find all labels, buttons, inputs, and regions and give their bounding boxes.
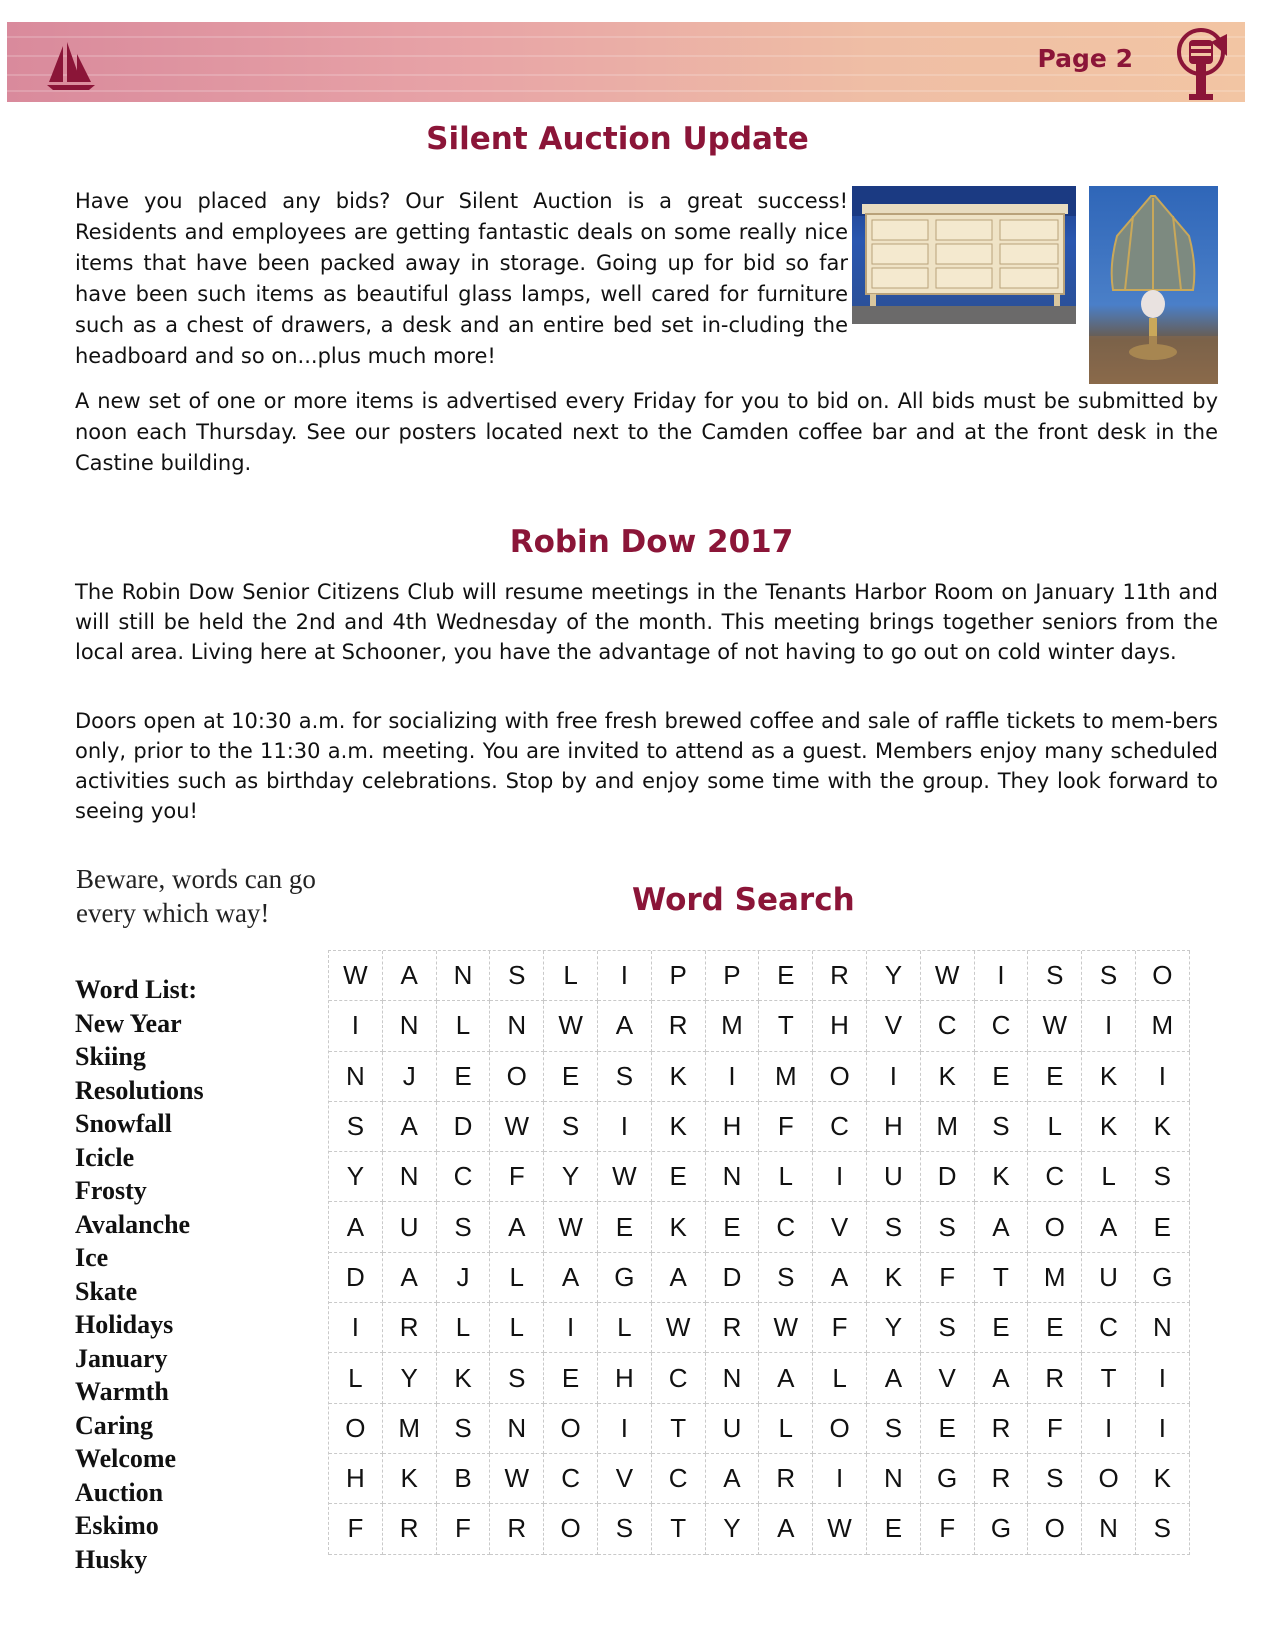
grid-letter[interactable]: L [813, 1353, 867, 1403]
grid-letter[interactable]: E [1028, 1303, 1082, 1353]
lighthouse-icon [1171, 26, 1231, 102]
grid-letter[interactable]: K [1136, 1102, 1190, 1152]
grid-letter[interactable]: E [706, 1202, 760, 1252]
grid-letter[interactable]: T [975, 1253, 1029, 1303]
grid-letter[interactable]: R [813, 951, 867, 1001]
grid-letter[interactable]: U [706, 1404, 760, 1454]
grid-letter[interactable]: N [383, 1152, 437, 1202]
grid-letter[interactable]: A [759, 1504, 813, 1554]
grid-letter[interactable]: I [598, 1404, 652, 1454]
grid-letter[interactable]: O [1136, 951, 1190, 1001]
grid-letter[interactable]: L [544, 951, 598, 1001]
grid-letter[interactable]: N [867, 1454, 921, 1504]
grid-letter[interactable]: A [652, 1253, 706, 1303]
word-search-grid [328, 950, 1190, 1555]
grid-letter[interactable]: W [921, 951, 975, 1001]
grid-letter[interactable]: W [544, 1001, 598, 1051]
grid-letter[interactable]: H [598, 1353, 652, 1403]
grid-letter[interactable]: J [383, 1052, 437, 1102]
word-list-item: Snowfall [75, 1109, 172, 1138]
word-list-item: Resolutions [75, 1075, 204, 1105]
grid-letter[interactable]: N [706, 1353, 760, 1403]
grid-letter[interactable]: E [975, 1303, 1029, 1353]
grid-letter[interactable]: N [706, 1152, 760, 1202]
grid-letter[interactable]: M [1136, 1001, 1190, 1051]
grid-letter[interactable]: O [813, 1404, 867, 1454]
page-number: Page 2 [1037, 44, 1133, 73]
grid-letter[interactable]: S [490, 951, 544, 1001]
grid-letter[interactable]: E [544, 1353, 598, 1403]
grid-letter[interactable]: S [598, 1504, 652, 1554]
grid-letter[interactable]: V [598, 1454, 652, 1504]
grid-letter[interactable]: W [652, 1303, 706, 1353]
grid-letter[interactable]: N [437, 951, 491, 1001]
grid-letter[interactable]: L [759, 1152, 813, 1202]
grid-letter[interactable]: W [329, 951, 383, 1001]
word-list-item: Holidays [75, 1310, 174, 1339]
grid-letter[interactable]: L [490, 1303, 544, 1353]
grid-letter[interactable]: Y [544, 1152, 598, 1202]
robin-dow-paragraph-1: The Robin Dow Senior Citizens Club will resume meetings in the Tenants Harbor Room on January 11th and will still be held the 2nd and 4th Wednesday of the month. This meeting brings together seniors from the local area. Living here at Schooner, you have the advantage of not having to go out on cold winter days. [75, 580, 1218, 664]
grid-letter[interactable]: K [867, 1253, 921, 1303]
grid-letter[interactable]: L [1028, 1102, 1082, 1152]
grid-letter[interactable]: S [1028, 951, 1082, 1001]
grid-letter[interactable]: C [1028, 1152, 1082, 1202]
grid-letter[interactable]: F [921, 1253, 975, 1303]
grid-letter[interactable]: I [544, 1303, 598, 1353]
grid-letter[interactable]: A [329, 1202, 383, 1252]
grid-letter[interactable]: H [329, 1454, 383, 1504]
grid-letter[interactable]: S [975, 1102, 1029, 1152]
grid-letter[interactable]: N [490, 1001, 544, 1051]
grid-letter[interactable]: U [1082, 1253, 1136, 1303]
grid-letter[interactable]: I [598, 951, 652, 1001]
grid-letter[interactable]: S [759, 1253, 813, 1303]
grid-letter[interactable]: V [813, 1202, 867, 1252]
grid-letter[interactable]: V [867, 1001, 921, 1051]
grid-letter[interactable]: R [975, 1404, 1029, 1454]
grid-letter[interactable]: E [544, 1052, 598, 1102]
grid-letter[interactable]: E [652, 1152, 706, 1202]
grid-letter[interactable]: R [1028, 1353, 1082, 1403]
silent-auction-paragraph-1: Have you placed any bids? Our Silent Auction is a great success! Residents and employees are getting fantastic deals on some really nice items that have been packed away in storage. Going up for bid so far have been such items as beautiful glass lamps, well cared for furniture such as a chest of drawers, a desk and an entire bed set in-cluding the headboard and so on...plus much more! [75, 189, 848, 368]
grid-letter[interactable]: W [490, 1102, 544, 1152]
grid-letter[interactable]: S [1028, 1454, 1082, 1504]
sailboat-icon [45, 40, 99, 92]
grid-letter[interactable]: L [437, 1001, 491, 1051]
grid-letter[interactable]: A [975, 1353, 1029, 1403]
grid-letter[interactable]: S [867, 1404, 921, 1454]
grid-letter[interactable]: D [329, 1253, 383, 1303]
robin-dow-paragraph-2: Doors open at 10:30 a.m. for socializing with free fresh brewed coffee and sale of raffle tickets to mem-bers only, prior to the 11:30 a.m. meeting. You are invited to attend as a guest. Members enjoy many scheduled activities such as birthday celebrations. Stop by and enjoy some time with the group. They look forward to seeing you! [75, 709, 1218, 823]
word-list-item: Skiing [75, 1042, 146, 1071]
grid-letter[interactable]: O [1028, 1504, 1082, 1554]
word-list-title: Word List: [75, 975, 198, 1004]
grid-letter[interactable]: O [813, 1052, 867, 1102]
grid-letter[interactable]: E [867, 1504, 921, 1554]
grid-letter[interactable]: W [598, 1152, 652, 1202]
grid-letter[interactable]: D [706, 1253, 760, 1303]
grid-letter[interactable]: I [813, 1454, 867, 1504]
grid-letter[interactable]: E [921, 1404, 975, 1454]
grid-letter[interactable]: T [759, 1001, 813, 1051]
grid-letter[interactable]: S [544, 1102, 598, 1152]
glass-lamp-photo [1089, 186, 1218, 384]
word-list-item: Caring [75, 1410, 153, 1440]
word-list [75, 973, 315, 1576]
silent-auction-title: Silent Auction Update [426, 121, 809, 157]
grid-letter[interactable]: I [1082, 1404, 1136, 1454]
word-list-item: Avalanche [75, 1209, 191, 1239]
grid-letter[interactable]: M [759, 1052, 813, 1102]
grid-letter[interactable]: A [383, 1102, 437, 1152]
grid-letter[interactable]: L [759, 1404, 813, 1454]
grid-letter[interactable]: N [329, 1052, 383, 1102]
grid-letter[interactable]: F [759, 1102, 813, 1152]
grid-letter[interactable]: G [921, 1454, 975, 1504]
grid-letter[interactable]: A [975, 1202, 1029, 1252]
grid-letter[interactable]: A [490, 1202, 544, 1252]
grid-letter[interactable]: A [706, 1454, 760, 1504]
word-list-item: Icicle [75, 1142, 135, 1172]
grid-letter[interactable]: H [706, 1102, 760, 1152]
grid-letter[interactable]: C [975, 1001, 1029, 1051]
grid-letter[interactable]: S [329, 1102, 383, 1152]
grid-letter[interactable]: Y [706, 1504, 760, 1554]
grid-letter[interactable]: G [1136, 1253, 1190, 1303]
grid-letter[interactable]: S [437, 1404, 491, 1454]
word-list-item: Husky [75, 1544, 148, 1574]
grid-letter[interactable]: P [706, 951, 760, 1001]
grid-letter[interactable]: O [544, 1404, 598, 1454]
grid-letter[interactable]: P [652, 951, 706, 1001]
grid-letter[interactable]: K [1082, 1102, 1136, 1152]
grid-letter[interactable]: A [598, 1001, 652, 1051]
grid-letter[interactable]: F [813, 1303, 867, 1353]
grid-letter[interactable]: S [490, 1353, 544, 1403]
grid-letter[interactable]: R [706, 1303, 760, 1353]
header-banner [7, 22, 1245, 102]
word-list-item: New Year [75, 1008, 182, 1038]
grid-letter[interactable]: G [975, 1504, 1029, 1554]
grid-letter[interactable]: S [1082, 951, 1136, 1001]
grid-letter[interactable]: L [490, 1253, 544, 1303]
grid-letter[interactable]: I [1082, 1001, 1136, 1051]
grid-letter[interactable]: T [1082, 1353, 1136, 1403]
grid-letter[interactable]: C [921, 1001, 975, 1051]
grid-letter[interactable]: S [921, 1303, 975, 1353]
grid-letter[interactable]: C [652, 1454, 706, 1504]
grid-letter[interactable]: S [598, 1052, 652, 1102]
grid-letter[interactable]: I [329, 1303, 383, 1353]
grid-letter[interactable]: K [1136, 1454, 1190, 1504]
grid-letter[interactable]: M [1028, 1253, 1082, 1303]
grid-letter[interactable]: Y [383, 1353, 437, 1403]
dresser-photo [852, 186, 1076, 324]
grid-letter[interactable]: C [652, 1353, 706, 1403]
grid-letter[interactable]: O [544, 1504, 598, 1554]
grid-letter[interactable]: L [329, 1353, 383, 1403]
grid-letter[interactable]: J [437, 1253, 491, 1303]
grid-letter[interactable]: T [652, 1504, 706, 1554]
grid-letter[interactable]: A [1082, 1202, 1136, 1252]
word-list-item: Frosty [75, 1176, 147, 1205]
grid-letter[interactable]: R [652, 1001, 706, 1051]
robin-dow-title: Robin Dow 2017 [509, 524, 794, 560]
grid-letter[interactable]: D [921, 1152, 975, 1202]
grid-letter[interactable]: E [1136, 1202, 1190, 1252]
word-list-item: Eskimo [75, 1511, 159, 1540]
grid-letter[interactable]: E [759, 951, 813, 1001]
grid-letter[interactable]: S [867, 1202, 921, 1252]
grid-letter[interactable]: I [1136, 1404, 1190, 1454]
grid-letter[interactable]: B [437, 1454, 491, 1504]
grid-letter[interactable]: N [1136, 1303, 1190, 1353]
grid-letter[interactable]: N [490, 1404, 544, 1454]
silent-auction-paragraph-2: A new set of one or more items is advertised every Friday for you to bid on. All bids must be submitted by noon each Thursday. See our posters located next to the Camden coffee bar and at the front desk in the Castine building. [75, 389, 1218, 475]
grid-letter[interactable]: L [1082, 1152, 1136, 1202]
grid-letter[interactable]: W [759, 1303, 813, 1353]
grid-letter[interactable]: N [1082, 1504, 1136, 1554]
grid-letter[interactable]: I [867, 1052, 921, 1102]
grid-letter[interactable]: A [383, 951, 437, 1001]
grid-letter[interactable]: K [975, 1152, 1029, 1202]
grid-letter[interactable]: E [437, 1052, 491, 1102]
grid-letter[interactable]: A [813, 1253, 867, 1303]
grid-letter[interactable]: I [975, 951, 1029, 1001]
grid-letter[interactable]: A [383, 1253, 437, 1303]
grid-letter[interactable]: K [652, 1102, 706, 1152]
grid-letter[interactable]: A [867, 1353, 921, 1403]
grid-letter[interactable]: S [1136, 1504, 1190, 1554]
grid-letter[interactable]: G [598, 1253, 652, 1303]
grid-letter[interactable]: C [813, 1102, 867, 1152]
grid-letter[interactable]: E [975, 1052, 1029, 1102]
grid-letter[interactable]: C [437, 1152, 491, 1202]
grid-letter[interactable]: A [544, 1253, 598, 1303]
grid-letter[interactable]: R [490, 1504, 544, 1554]
grid-letter[interactable]: Y [329, 1152, 383, 1202]
word-list-item: January [75, 1343, 168, 1373]
grid-letter[interactable]: I [813, 1152, 867, 1202]
grid-letter[interactable]: D [437, 1102, 491, 1152]
grid-letter[interactable]: I [1136, 1052, 1190, 1102]
grid-letter[interactable]: F [437, 1504, 491, 1554]
grid-letter[interactable]: S [1136, 1152, 1190, 1202]
word-list-item: Welcome [75, 1444, 177, 1473]
grid-letter[interactable]: W [1028, 1001, 1082, 1051]
grid-letter[interactable]: S [921, 1202, 975, 1252]
grid-letter[interactable]: E [598, 1202, 652, 1252]
grid-letter[interactable]: R [383, 1504, 437, 1554]
grid-letter[interactable]: C [1082, 1303, 1136, 1353]
grid-letter[interactable]: E [1028, 1052, 1082, 1102]
grid-letter[interactable]: F [921, 1504, 975, 1554]
grid-letter[interactable]: V [921, 1353, 975, 1403]
grid-letter[interactable]: O [1028, 1202, 1082, 1252]
word-search-title: Word Search [632, 882, 855, 918]
grid-letter[interactable]: F [490, 1152, 544, 1202]
grid-letter[interactable]: F [1028, 1404, 1082, 1454]
grid-letter[interactable]: R [975, 1454, 1029, 1504]
grid-letter[interactable]: O [329, 1404, 383, 1454]
grid-letter[interactable]: Y [867, 951, 921, 1001]
grid-letter[interactable]: O [490, 1052, 544, 1102]
grid-letter[interactable]: K [652, 1202, 706, 1252]
grid-letter[interactable]: L [437, 1303, 491, 1353]
grid-letter[interactable]: T [652, 1404, 706, 1454]
grid-letter[interactable]: U [867, 1152, 921, 1202]
grid-letter[interactable]: F [329, 1504, 383, 1554]
grid-letter[interactable]: C [544, 1454, 598, 1504]
grid-letter[interactable]: M [383, 1404, 437, 1454]
word-list-item: Ice [75, 1243, 109, 1272]
grid-letter[interactable]: I [329, 1001, 383, 1051]
grid-letter[interactable]: U [383, 1202, 437, 1252]
grid-letter[interactable]: K [383, 1454, 437, 1504]
grid-letter[interactable]: L [598, 1303, 652, 1353]
grid-letter[interactable]: C [759, 1202, 813, 1252]
grid-letter[interactable]: O [1082, 1454, 1136, 1504]
grid-letter[interactable]: A [759, 1353, 813, 1403]
grid-letter[interactable]: K [921, 1052, 975, 1102]
word-list-item: Auction [75, 1477, 164, 1507]
grid-letter[interactable]: S [437, 1202, 491, 1252]
grid-letter[interactable]: I [598, 1102, 652, 1152]
grid-letter[interactable]: K [1082, 1052, 1136, 1102]
grid-letter[interactable]: W [490, 1454, 544, 1504]
grid-letter[interactable]: Y [867, 1303, 921, 1353]
grid-letter[interactable]: H [813, 1001, 867, 1051]
word-search-note-line-1: Beware, words can go [76, 864, 316, 894]
grid-letter[interactable]: W [544, 1202, 598, 1252]
grid-letter[interactable]: K [652, 1052, 706, 1102]
grid-letter[interactable]: W [813, 1504, 867, 1554]
word-search-note-line-2: every which way! [76, 898, 270, 928]
grid-letter[interactable]: R [383, 1303, 437, 1353]
word-list-item: Skate [75, 1276, 138, 1306]
grid-letter[interactable]: N [383, 1001, 437, 1051]
grid-letter[interactable]: I [1136, 1353, 1190, 1403]
grid-letter[interactable]: I [706, 1052, 760, 1102]
grid-letter[interactable]: H [867, 1102, 921, 1152]
grid-letter[interactable]: M [706, 1001, 760, 1051]
grid-letter[interactable]: K [437, 1353, 491, 1403]
grid-letter[interactable]: M [921, 1102, 975, 1152]
grid-letter[interactable]: R [759, 1454, 813, 1504]
word-list-item: Warmth [75, 1377, 169, 1406]
